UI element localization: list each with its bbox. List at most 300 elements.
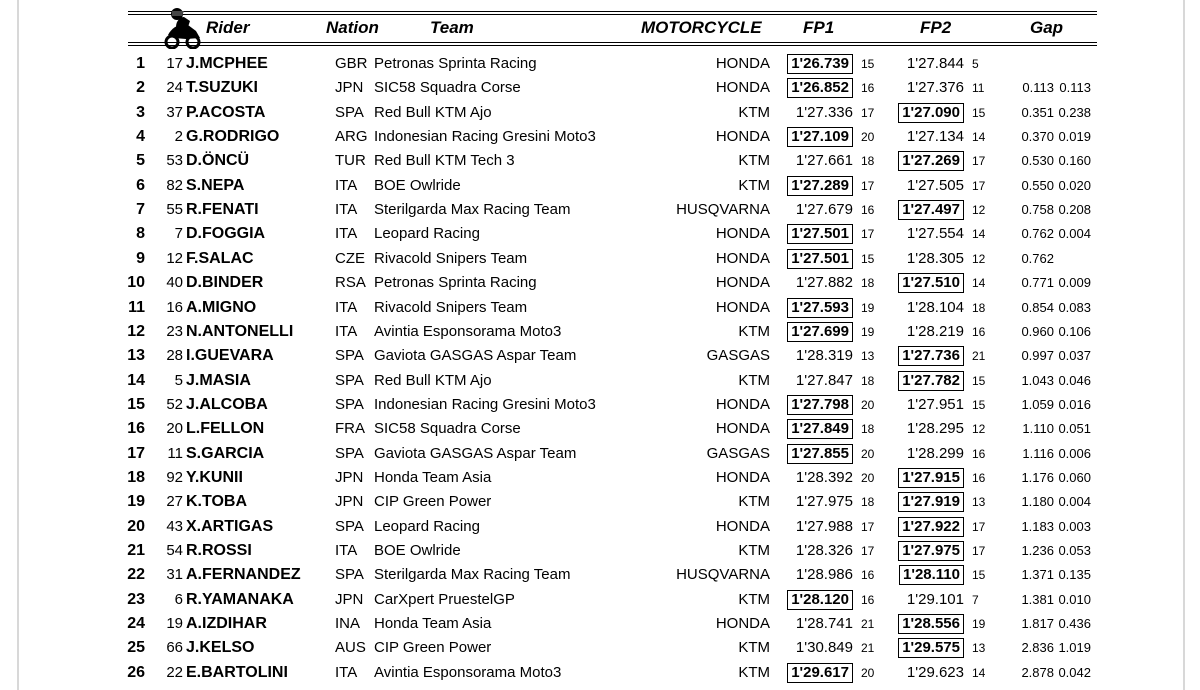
rider-name: J.MASIA — [186, 371, 251, 389]
team-name: Honda Team Asia — [374, 468, 492, 486]
team-name: Leopard Racing — [374, 225, 480, 243]
nation-code: ITA — [335, 322, 358, 340]
fp2-lap: 18 — [972, 300, 986, 315]
fp2-lap: 15 — [972, 568, 986, 583]
position: 23 — [127, 590, 145, 608]
nation-code: SPA — [335, 347, 364, 365]
motorcycle-rider-icon — [160, 5, 204, 49]
rider-name: F.SALAC — [186, 249, 254, 267]
header-rule-bottom-2 — [128, 45, 1097, 46]
fp1-lap: 18 — [861, 154, 875, 169]
fp1-time: 1'27.798 — [787, 395, 853, 415]
nation-code: SPA — [335, 103, 364, 121]
team-name: Red Bull KTM Tech 3 — [374, 152, 515, 170]
table-row — [0, 563, 1200, 587]
gap-to-previous: 0.046 — [1058, 372, 1091, 388]
motorcycle-make: GASGAS — [706, 444, 770, 462]
table-row — [0, 661, 1200, 685]
fp1-time: 1'27.661 — [795, 152, 853, 170]
table-row — [0, 636, 1200, 660]
gap-to-leader: 1.236 — [1021, 543, 1054, 558]
gap-to-leader: 0.550 — [1021, 177, 1054, 193]
fp1-time: 1'27.501 — [787, 224, 853, 244]
rider-number: 17 — [166, 55, 183, 72]
fp2-lap: 16 — [972, 470, 986, 485]
fp1-time: 1'28.741 — [795, 615, 853, 633]
position: 26 — [127, 663, 145, 681]
fp2-lap: 15 — [972, 105, 986, 120]
header-gap: Gap — [1030, 18, 1064, 37]
fp1-time: 1'27.593 — [787, 298, 853, 318]
rider-number: 24 — [166, 79, 183, 97]
header-motorcycle: MOTORCYCLE — [641, 18, 762, 37]
table-row — [0, 247, 1200, 271]
position: 20 — [127, 517, 145, 535]
gap-to-previous: 1.019 — [1058, 640, 1091, 656]
gap-to-leader: 1.371 — [1021, 567, 1054, 583]
table-row — [0, 271, 1200, 295]
fp2-lap: 16 — [972, 324, 986, 339]
fp2-lap: 17 — [972, 519, 986, 534]
motorcycle-make: HONDA — [715, 128, 770, 146]
position: 5 — [136, 152, 145, 170]
nation-code: ITA — [335, 663, 358, 681]
rider-name: Y.KUNII — [186, 468, 243, 486]
rider-number: 11 — [167, 444, 183, 462]
rider-number: 6 — [174, 590, 183, 608]
rider-name: P.ACOSTA — [186, 103, 266, 121]
table-row — [0, 52, 1200, 76]
fp1-lap: 19 — [861, 300, 875, 315]
fp2-time: 1'27.269 — [898, 151, 964, 171]
gap-to-leader: 1.059 — [1021, 396, 1054, 412]
gap-to-previous: 0.238 — [1058, 104, 1091, 120]
rider-number: 20 — [166, 420, 183, 438]
table-row — [0, 125, 1200, 149]
motorcycle-make: KTM — [738, 542, 770, 559]
rider-number: 40 — [166, 274, 183, 292]
position: 8 — [136, 225, 145, 243]
motorcycle-make: HONDA — [715, 298, 770, 316]
motorcycle-make: HONDA — [715, 517, 770, 535]
fp2-time: 1'29.623 — [906, 663, 964, 681]
gap-to-leader: 1.116 — [1022, 445, 1054, 461]
fp2-time: 1'27.497 — [898, 200, 964, 220]
gap-to-previous: 0.037 — [1058, 348, 1091, 364]
table-row — [0, 76, 1200, 100]
motorcycle-make: HUSQVARNA — [676, 566, 770, 584]
fp1-lap: 17 — [861, 544, 875, 558]
header-rule-bottom — [128, 42, 1097, 43]
motorcycle-make: HONDA — [715, 395, 770, 413]
motorcycle-make: KTM — [738, 103, 770, 121]
fp1-time: 1'27.336 — [795, 103, 853, 121]
gap-to-leader: 0.530 — [1021, 153, 1054, 169]
table-row — [0, 344, 1200, 368]
table-row — [0, 320, 1200, 344]
fp1-lap: 13 — [861, 349, 875, 364]
fp1-lap: 17 — [861, 519, 875, 534]
header-fp2: FP2 — [920, 18, 952, 37]
fp2-lap: 14 — [972, 276, 986, 291]
gap-to-leader: 0.997 — [1021, 348, 1054, 364]
gap-to-leader: 0.351 — [1021, 104, 1054, 120]
gap-to-previous: 0.135 — [1058, 567, 1091, 583]
fp1-lap: 16 — [861, 568, 875, 583]
fp1-time: 1'28.986 — [795, 566, 853, 584]
gap-to-leader: 0.762 — [1021, 250, 1054, 266]
fp2-time: 1'27.919 — [898, 492, 964, 512]
fp1-time: 1'27.975 — [795, 493, 853, 511]
team-name: Rivacold Snipers Team — [374, 298, 528, 316]
fp2-time: 1'28.556 — [898, 614, 964, 634]
table-row — [0, 369, 1200, 393]
position: 15 — [127, 395, 145, 413]
fp1-time: 1'26.739 — [787, 54, 853, 74]
motorcycle-make: HONDA — [715, 79, 770, 97]
fp2-time: 1'28.110 — [899, 565, 964, 585]
rider-number: 52 — [166, 395, 183, 413]
gap-to-previous: 0.020 — [1058, 177, 1091, 193]
team-name: Sterilgarda Max Racing Team — [374, 566, 571, 584]
fp2-time: 1'27.975 — [898, 541, 964, 561]
fp2-lap: 17 — [972, 178, 986, 193]
fp2-time: 1'29.575 — [898, 638, 964, 658]
team-name: CIP Green Power — [374, 639, 492, 657]
gap-to-leader: 2.878 — [1021, 664, 1054, 680]
gap-to-leader: 0.762 — [1021, 226, 1054, 242]
fp1-time: 1'27.882 — [795, 274, 853, 292]
team-name: SIC58 Squadra Corse — [374, 420, 521, 438]
nation-code: ITA — [335, 201, 358, 219]
fp1-time: 1'29.617 — [787, 663, 853, 683]
rider-name: D.FOGGIA — [186, 225, 266, 243]
gap-to-leader: 1.180 — [1021, 494, 1054, 510]
nation-code: JPN — [335, 590, 364, 608]
motorcycle-make: KTM — [738, 663, 770, 681]
gap-to-previous: 0.436 — [1058, 616, 1091, 632]
header-rule-top — [128, 11, 1097, 12]
rider-name: R.YAMANAKA — [186, 590, 294, 608]
table-row — [0, 515, 1200, 539]
position: 7 — [136, 201, 145, 219]
fp2-lap: 14 — [972, 227, 986, 242]
position: 10 — [127, 274, 145, 292]
fp2-lap: 17 — [972, 154, 986, 169]
position: 2 — [136, 79, 145, 97]
gap-to-previous: 0.160 — [1058, 153, 1091, 169]
fp2-time: 1'27.376 — [906, 79, 964, 97]
rider-number: 53 — [166, 152, 183, 170]
rider-name: D.BINDER — [186, 274, 264, 292]
position: 14 — [127, 371, 145, 389]
position: 1 — [136, 55, 145, 72]
fp2-time: 1'28.104 — [906, 298, 964, 316]
rider-number: 28 — [166, 347, 183, 365]
fp1-lap: 20 — [861, 446, 875, 461]
nation-code: RSA — [335, 274, 366, 292]
gap-to-leader: 1.381 — [1021, 591, 1054, 607]
fp1-time: 1'27.109 — [787, 127, 853, 147]
team-name: Rivacold Snipers Team — [374, 249, 528, 267]
table-row — [0, 101, 1200, 125]
rider-name: G.RODRIGO — [186, 128, 280, 146]
fp2-lap: 12 — [972, 203, 986, 218]
gap-to-previous: 0.060 — [1058, 469, 1091, 485]
fp2-lap: 13 — [972, 495, 986, 510]
fp1-time: 1'27.699 — [787, 322, 853, 342]
rider-name: I.GUEVARA — [186, 347, 274, 365]
fp2-lap: 14 — [972, 665, 986, 680]
gap-to-previous: 0.053 — [1058, 543, 1091, 558]
team-name: Sterilgarda Max Racing Team — [374, 201, 571, 219]
motorcycle-make: HONDA — [715, 225, 770, 243]
fp1-time: 1'27.988 — [795, 517, 853, 535]
motorcycle-make: KTM — [738, 493, 770, 511]
rider-name: T.SUZUKI — [186, 79, 258, 97]
gap-to-previous: 0.016 — [1058, 396, 1091, 412]
table-row — [0, 490, 1200, 514]
motorcycle-make: GASGAS — [706, 347, 770, 365]
motorcycle-make: HUSQVARNA — [676, 201, 770, 219]
gap-to-previous: 0.113 — [1059, 80, 1091, 96]
nation-code: SPA — [335, 566, 364, 584]
team-name: Gaviota GASGAS Aspar Team — [374, 444, 577, 462]
fp1-lap: 18 — [861, 373, 875, 388]
nation-code: ITA — [335, 176, 358, 194]
fp2-lap: 16 — [972, 446, 986, 461]
rider-name: D.ÖNCÜ — [186, 152, 250, 170]
team-name: Petronas Sprinta Racing — [374, 274, 537, 292]
gap-to-previous: 0.003 — [1058, 518, 1091, 534]
table-row — [0, 442, 1200, 466]
fp1-lap: 18 — [861, 276, 875, 291]
nation-code: SPA — [335, 395, 364, 413]
fp1-lap: 21 — [861, 617, 875, 632]
rider-number: 2 — [174, 128, 183, 146]
rider-number: 31 — [166, 566, 183, 584]
fp2-time: 1'27.090 — [898, 103, 964, 123]
motorcycle-make: HONDA — [715, 249, 770, 267]
fp2-time: 1'27.134 — [906, 128, 964, 146]
fp1-time: 1'28.120 — [787, 590, 853, 610]
nation-code: ITA — [335, 542, 358, 559]
rider-name: S.NEPA — [186, 176, 245, 194]
gap-to-previous: 0.042 — [1058, 664, 1091, 680]
rider-number: 22 — [166, 663, 183, 681]
gap-to-previous: 0.006 — [1058, 445, 1091, 461]
fp2-time: 1'28.295 — [906, 420, 964, 438]
fp1-lap: 15 — [861, 251, 875, 266]
fp1-lap: 19 — [861, 324, 875, 339]
position: 4 — [136, 128, 145, 146]
fp1-time: 1'28.392 — [795, 468, 853, 486]
nation-code: SPA — [335, 444, 364, 462]
position: 12 — [127, 322, 145, 340]
fp2-time: 1'28.305 — [906, 249, 964, 267]
position: 11 — [128, 298, 145, 316]
motorcycle-make: KTM — [738, 590, 770, 608]
position: 16 — [127, 420, 145, 438]
position: 24 — [127, 615, 145, 633]
table-row — [0, 393, 1200, 417]
fp1-time: 1'27.855 — [787, 444, 853, 464]
rider-number: 37 — [166, 103, 183, 121]
team-name: BOE Owlride — [374, 542, 461, 559]
position: 17 — [127, 444, 145, 462]
gap-to-previous: 0.004 — [1058, 226, 1091, 242]
nation-code: SPA — [335, 517, 364, 535]
gap-to-leader: 2.836 — [1021, 640, 1054, 656]
fp1-time: 1'27.289 — [787, 176, 853, 196]
nation-code: SPA — [335, 371, 364, 389]
fp1-lap: 17 — [861, 105, 875, 120]
fp2-lap: 12 — [972, 251, 986, 266]
rider-name: L.FELLON — [186, 420, 265, 438]
rider-number: 5 — [174, 371, 183, 389]
nation-code: FRA — [335, 420, 365, 438]
fp2-time: 1'27.951 — [906, 395, 964, 413]
fp2-time: 1'27.736 — [898, 346, 964, 366]
motorcycle-make: KTM — [738, 322, 770, 340]
fp1-lap: 21 — [861, 641, 875, 656]
fp1-lap: 17 — [861, 227, 875, 242]
rider-number: 23 — [166, 322, 183, 340]
rider-number: 54 — [166, 542, 183, 559]
rider-name: A.FERNANDEZ — [186, 566, 301, 584]
gap-to-leader: 0.960 — [1021, 323, 1054, 339]
nation-code: CZE — [335, 249, 365, 267]
position: 9 — [136, 249, 145, 267]
table-row — [0, 149, 1200, 173]
fp1-lap: 20 — [861, 665, 875, 680]
rider-number: 16 — [166, 298, 183, 316]
fp2-time: 1'27.510 — [898, 273, 964, 293]
motorcycle-make: KTM — [738, 371, 770, 389]
gap-to-previous: 0.083 — [1058, 299, 1091, 315]
rider-name: A.MIGNO — [186, 298, 257, 316]
fp2-time: 1'29.101 — [906, 590, 964, 608]
gap-to-previous: 0.106 — [1058, 323, 1091, 339]
fp1-time: 1'28.326 — [795, 542, 853, 559]
motorcycle-make: HONDA — [715, 274, 770, 292]
nation-code: JPN — [335, 468, 364, 486]
position: 3 — [136, 103, 145, 121]
gap-to-leader: 1.110 — [1022, 421, 1054, 437]
motorcycle-make: HONDA — [715, 615, 770, 633]
table-row — [0, 417, 1200, 441]
rider-number: 27 — [166, 493, 183, 511]
fp1-lap: 15 — [861, 57, 875, 71]
position: 13 — [127, 347, 145, 365]
fp1-lap: 17 — [861, 178, 875, 193]
gap-to-leader: 1.817 — [1021, 616, 1054, 632]
rider-number: 7 — [174, 225, 183, 243]
gap-to-leader: 0.113 — [1022, 80, 1054, 96]
nation-code: ITA — [335, 225, 358, 243]
nation-code: GBR — [335, 55, 368, 72]
gap-to-previous: 0.009 — [1058, 275, 1091, 291]
header-team: Team — [430, 18, 474, 37]
team-name: Red Bull KTM Ajo — [374, 371, 492, 389]
position: 6 — [136, 176, 145, 194]
rider-name: N.ANTONELLI — [186, 322, 294, 340]
rider-number: 55 — [166, 201, 183, 219]
fp2-lap: 21 — [972, 349, 986, 364]
gap-to-previous: 0.019 — [1058, 129, 1091, 145]
fp2-lap: 5 — [972, 57, 979, 71]
fp1-lap: 20 — [861, 397, 875, 412]
fp2-lap: 13 — [972, 641, 986, 656]
table-row — [0, 222, 1200, 246]
team-name: Honda Team Asia — [374, 615, 492, 633]
rider-name: J.MCPHEE — [186, 55, 268, 72]
gap-to-leader: 0.370 — [1021, 129, 1054, 145]
team-name: Leopard Racing — [374, 517, 480, 535]
header-fp1: FP1 — [803, 18, 835, 37]
gap-to-leader: 0.771 — [1021, 275, 1054, 291]
team-name: Indonesian Racing Gresini Moto3 — [374, 395, 596, 413]
fp2-lap: 19 — [972, 617, 986, 632]
motorcycle-make: KTM — [738, 176, 770, 194]
fp1-lap: 16 — [861, 81, 875, 96]
table-row — [0, 539, 1200, 563]
position: 21 — [127, 542, 145, 559]
table-row — [0, 588, 1200, 612]
rider-name: R.ROSSI — [186, 542, 252, 559]
team-name: Red Bull KTM Ajo — [374, 103, 492, 121]
table-row — [0, 466, 1200, 490]
fp2-time: 1'27.844 — [906, 55, 964, 72]
rider-number: 12 — [166, 249, 183, 267]
fp2-lap: 15 — [972, 373, 986, 388]
fp1-time: 1'26.852 — [787, 78, 853, 98]
table-row — [0, 296, 1200, 320]
gap-to-previous: 0.010 — [1058, 591, 1091, 607]
motorcycle-make: KTM — [738, 152, 770, 170]
motorcycle-make: HONDA — [715, 55, 770, 72]
fp1-time: 1'27.849 — [787, 419, 853, 439]
rider-number: 92 — [166, 468, 183, 486]
fp2-lap: 12 — [972, 422, 986, 437]
fp2-lap: 15 — [972, 397, 986, 412]
fp2-time: 1'27.922 — [898, 517, 964, 537]
table-row — [0, 612, 1200, 636]
fp2-time: 1'27.915 — [898, 468, 964, 488]
fp1-time: 1'27.847 — [795, 371, 853, 389]
rider-number: 82 — [166, 176, 183, 194]
fp1-lap: 18 — [861, 422, 875, 437]
header-rider: Rider — [206, 18, 250, 37]
team-name: Avintia Esponsorama Moto3 — [374, 322, 562, 340]
motorcycle-make: HONDA — [715, 468, 770, 486]
fp1-lap: 16 — [861, 203, 875, 218]
gap-to-leader: 1.043 — [1021, 372, 1054, 388]
fp2-time: 1'28.219 — [906, 322, 964, 340]
rider-name: A.IZDIHAR — [186, 615, 267, 633]
nation-code: TUR — [335, 152, 366, 170]
fp1-lap: 20 — [861, 130, 875, 145]
team-name: Petronas Sprinta Racing — [374, 55, 537, 72]
team-name: Gaviota GASGAS Aspar Team — [374, 347, 577, 365]
nation-code: AUS — [335, 639, 366, 657]
rider-name: K.TOBA — [186, 493, 248, 511]
rider-number: 19 — [166, 615, 183, 633]
gap-to-previous: 0.051 — [1058, 421, 1091, 437]
rider-name: E.BARTOLINI — [186, 663, 288, 681]
fp1-time: 1'27.679 — [795, 201, 853, 219]
team-name: CarXpert PruestelGP — [374, 590, 515, 608]
